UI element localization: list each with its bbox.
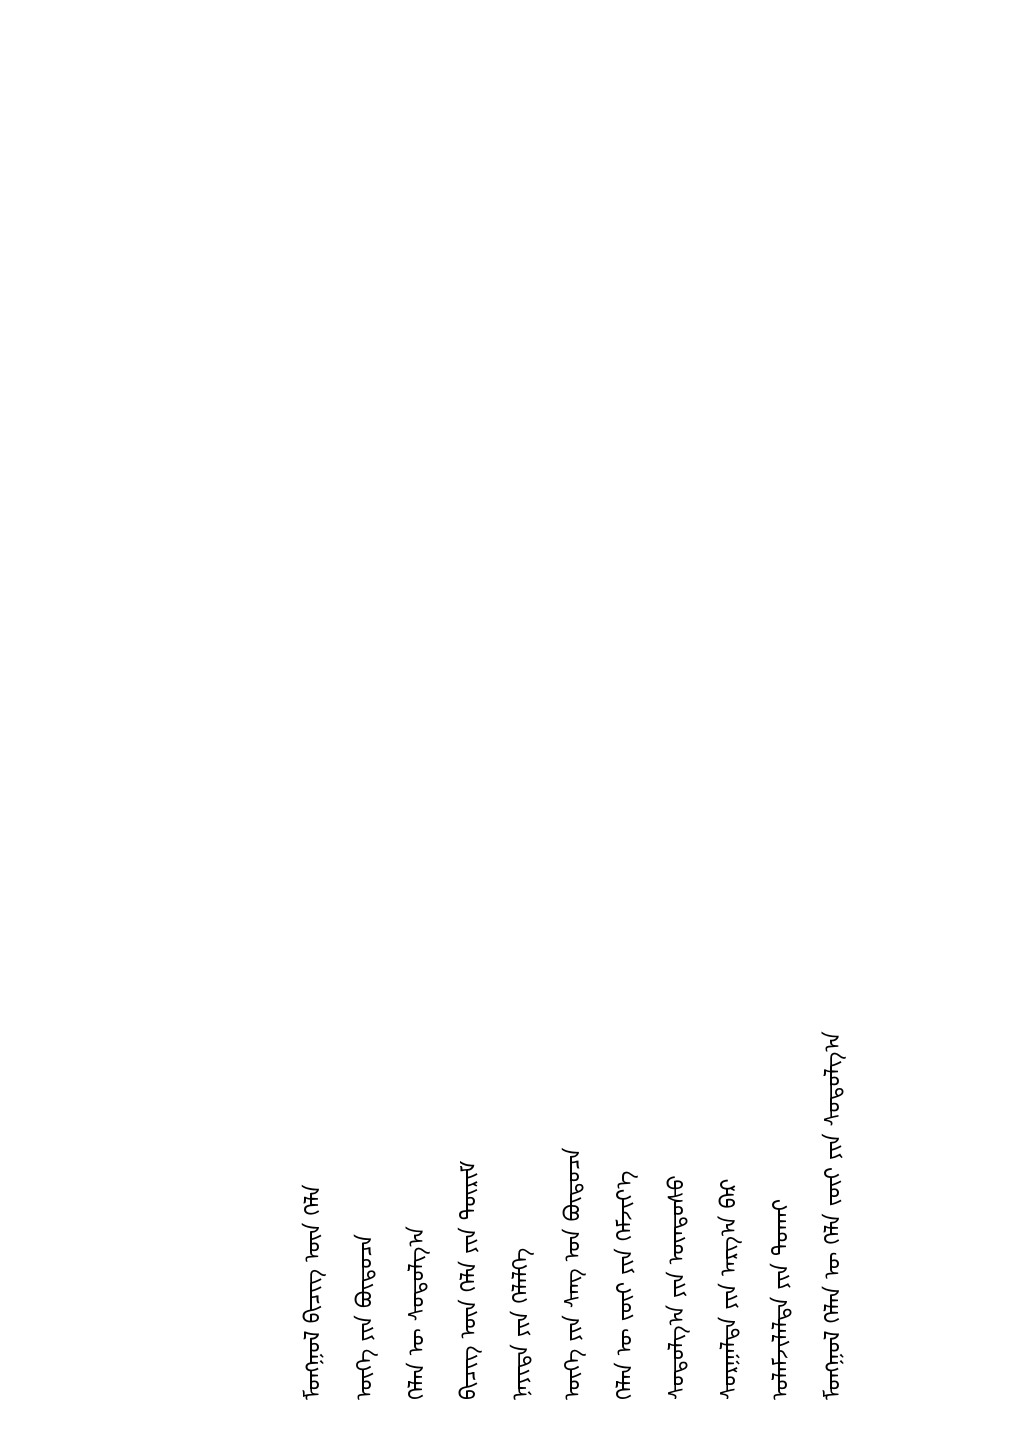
vertical-text-block bbox=[180, 150, 860, 1400]
text-line bbox=[444, 150, 496, 1400]
text-line bbox=[496, 150, 548, 1400]
text-line bbox=[756, 150, 808, 1400]
text-line-content: ᠦᠭᠡ ᠶᠢᠨ ᠰᠠᠩ ᠤᠨ ᠪᠦᠲᠦᠴᠡ bbox=[561, 1147, 586, 1400]
text-line bbox=[548, 150, 600, 1400]
text-line bbox=[340, 150, 392, 1400]
text-line-content: ᠨᠡᠶᠢᠲᠡ ᠶᠢᠨ ᠬᠡᠯᠡᠯᠭᠡ bbox=[509, 1247, 534, 1400]
text-line-content: ᠤᠯᠠᠮᠵᠢᠯᠠᠯᠲᠠ ᠶᠢᠨ ᠲᠣᠬᠠᠢ bbox=[769, 1198, 794, 1400]
text-line-content: ᠰᠤᠷᠭᠠᠯᠳᠠ ᠶᠢᠨ ᠠᠷᠭ᠎ᠠ ᠪᠠᠷ bbox=[717, 1178, 742, 1400]
text-line bbox=[652, 150, 704, 1400]
text-line-content: ᠮᠣᠩᠭᠣᠯ ᠬᠡᠯᠡᠨ ᠦ ᠬᠡᠯᠡ ᠵᠦᠢ ᠶᠢᠨ ᠰᠤᠳᠤᠯᠭ᠎ᠠ bbox=[821, 1031, 846, 1400]
text-line-content: ᠬᠡᠯᠡᠨ ᠦ ᠰᠤᠳᠤᠯᠭ᠎ᠠ bbox=[405, 1226, 430, 1400]
text-line-content: ᠬᠡᠯᠡᠨ ᠦ ᠵᠦᠢ ᠶᠢᠨ ᠬᠡᠮᠵᠢᠶ᠎ᠡ bbox=[613, 1170, 638, 1400]
text-line bbox=[600, 150, 652, 1400]
text-line bbox=[808, 150, 860, 1400]
text-line-content: ᠪᠢᠴᠢᠭ ᠦᠨ ᠬᠡᠯᠡ ᠶᠢᠨ ᠳᠦᠷᠢᠮ bbox=[457, 1160, 482, 1400]
text-line-content: ᠮᠣᠩᠭᠣᠯ ᠪᠢᠴᠢᠭ ᠦᠨ ᠬᠡᠯᠡ bbox=[301, 1184, 326, 1400]
text-line-content: ᠰᠤᠳᠤᠯᠭ᠎ᠠ ᠶᠢᠨ ᠦᠨᠳᠦᠰᠦ bbox=[665, 1175, 690, 1400]
text-line bbox=[288, 150, 340, 1400]
text-line bbox=[704, 150, 756, 1400]
text-line-content: ᠦᠭᠡ ᠶᠢᠨ ᠪᠦᠲᠦᠴᠡ bbox=[353, 1234, 378, 1400]
text-line bbox=[392, 150, 444, 1400]
